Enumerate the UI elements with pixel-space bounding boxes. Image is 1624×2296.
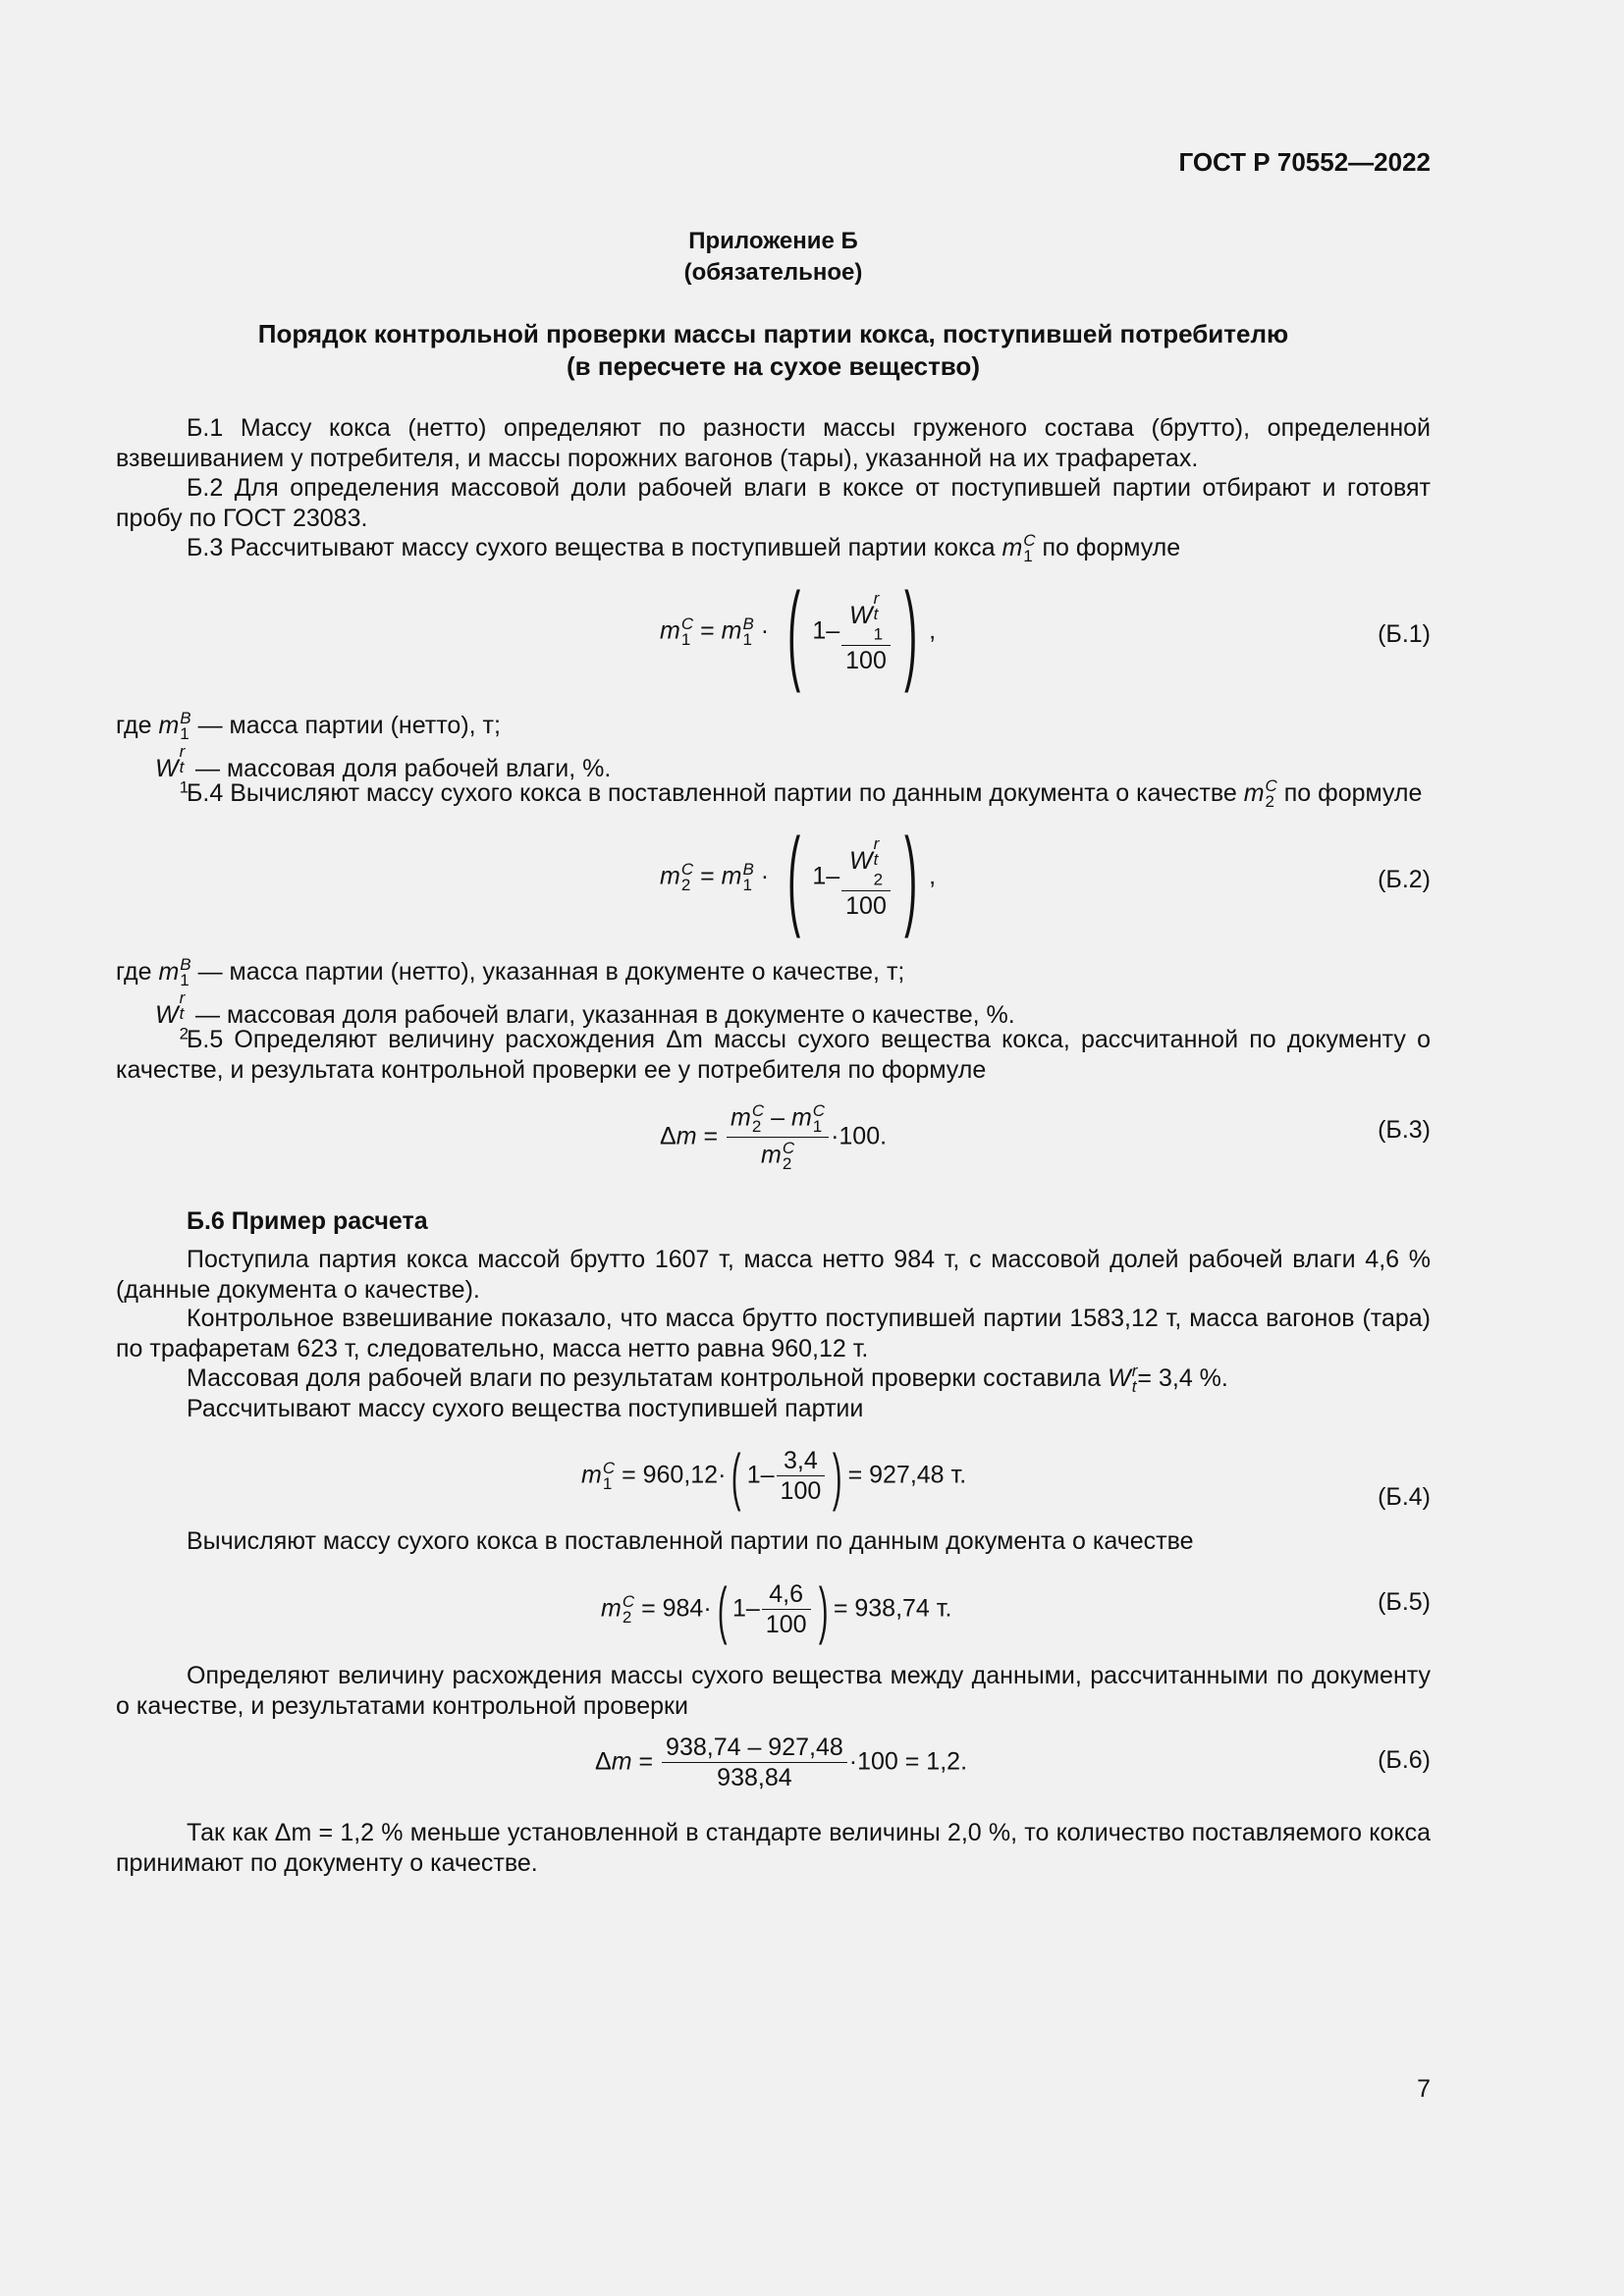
paragraph-b5: Б.5 Определяют величину расхождения Δm массы сухого вещества кокса, рассчитанной по документу о качестве, и результата контрольной проверки ее у потребителя по формуле xyxy=(116,1026,1431,1084)
paragraph-b1: Б.1 Массу кокса (нетто) определяют по разности массы груженого состава (брутто), определенной взвешиванием у потребителя, и массы порожних вагонов (тары), указанной на их трафаретах. xyxy=(116,414,1431,472)
formula-b3-label: (Б.3) xyxy=(1378,1116,1431,1144)
example-p5: Вычисляют массу сухого кокса в поставленной партии по данным документа о качестве xyxy=(187,1527,1194,1555)
example-p3: Массовая доля рабочей влаги по результатам контрольной проверки составила W r t = 3,4 %. xyxy=(187,1362,1228,1397)
title-line-1: Порядок контрольной проверки массы партии кокса, поступившей потребителю xyxy=(257,319,1289,348)
title-line-2: (в пересчете на сухое вещество) xyxy=(567,351,980,381)
where2-line2: W r t $_2$ — массовая доля рабочей влаги, указанная в документе о качестве, %. xyxy=(155,988,1015,1043)
formula-b2: m C 2 = m B 1 · ( 1– W r t $_2$ 100 ) , xyxy=(660,816,937,938)
where1-line1: где m B 1 — масса партии (нетто), т; xyxy=(116,709,501,744)
formula-b6-label: (Б.6) xyxy=(1378,1746,1431,1774)
formula-b1-label: (Б.1) xyxy=(1378,620,1431,648)
formula-b2-label: (Б.2) xyxy=(1378,866,1431,893)
formula-b5: m C 2 = 984·( 1– $\frac{4,6}{100}$ ) = 938,74 т. xyxy=(601,1575,952,1645)
formula-b5-label: (Б.5) xyxy=(1378,1588,1431,1616)
example-p2: Контрольное взвешивание показало, что масса брутто поступившей партии 1583,12 т, масса вагонов (тара) по трафаретам 623 т, следовательно, масса нетто равна 960,12 т. xyxy=(116,1305,1431,1362)
standard-designation: ГОСТ Р 70552—2022 xyxy=(1178,147,1431,177)
appendix-title: Приложение Б xyxy=(688,228,858,254)
formula-b3: Δm = m C 2 – m C 1 m C 2 ·100. xyxy=(660,1101,888,1173)
where2-line1: где m B 1 — масса партии (нетто), указанная в документе о качестве, т; xyxy=(116,955,905,990)
formula-b4-label: (Б.4) xyxy=(1378,1483,1431,1511)
paragraph-b4: Б.4 Вычисляют массу сухого кокса в поставленной партии по данным документа о качестве m C 2 по формуле xyxy=(187,776,1423,812)
document-title xyxy=(116,318,1431,383)
formula-b1: m C 1 = m B 1 · ( 1– W r t $_1$ 100 ) , xyxy=(660,570,937,693)
formula-b4: m C 1 = 960,12·( 1– $\frac{3,4}{100}$ ) = 927,48 т. xyxy=(581,1441,967,1512)
paragraph-b2: Б.2 Для определения массовой доли рабочей влаги в коксе от поступившей партии отбирают и готовят пробу по ГОСТ 23083. xyxy=(116,474,1431,532)
formula-b6: Δm = $\frac{938,74 - 927,48}{938,84}$ ·100 = 1,2. xyxy=(595,1734,968,1791)
where1-line2: W r t $_1$ — массовая доля рабочей влаги, %. xyxy=(155,742,612,797)
example-heading: Б.6 Пример расчета xyxy=(187,1207,428,1235)
page-number: 7 xyxy=(1417,2075,1431,2103)
paragraph-b3: Б.3 Рассчитывают массу сухого вещества в поступившей партии кокса m C 1 по формуле xyxy=(187,531,1181,566)
appendix-heading xyxy=(116,226,1431,289)
appendix-status: (обязательное) xyxy=(683,259,863,286)
example-p6: Определяют величину расхождения массы сухого вещества между данными, рассчитанными по документу о качестве, и результатами контрольной проверки xyxy=(116,1662,1431,1720)
example-p1: Поступила партия кокса массой брутто 1607 т, масса нетто 984 т, с массовой долей рабочей влаги 4,6 % (данные документа о качестве). xyxy=(116,1246,1431,1304)
example-p4: Рассчитывают массу сухого вещества поступившей партии xyxy=(187,1395,864,1422)
example-p7: Так как Δm = 1,2 % меньше установленной в стандарте величины 2,0 %, то количество поставляемого кокса принимают по документу о качестве. xyxy=(116,1819,1431,1877)
